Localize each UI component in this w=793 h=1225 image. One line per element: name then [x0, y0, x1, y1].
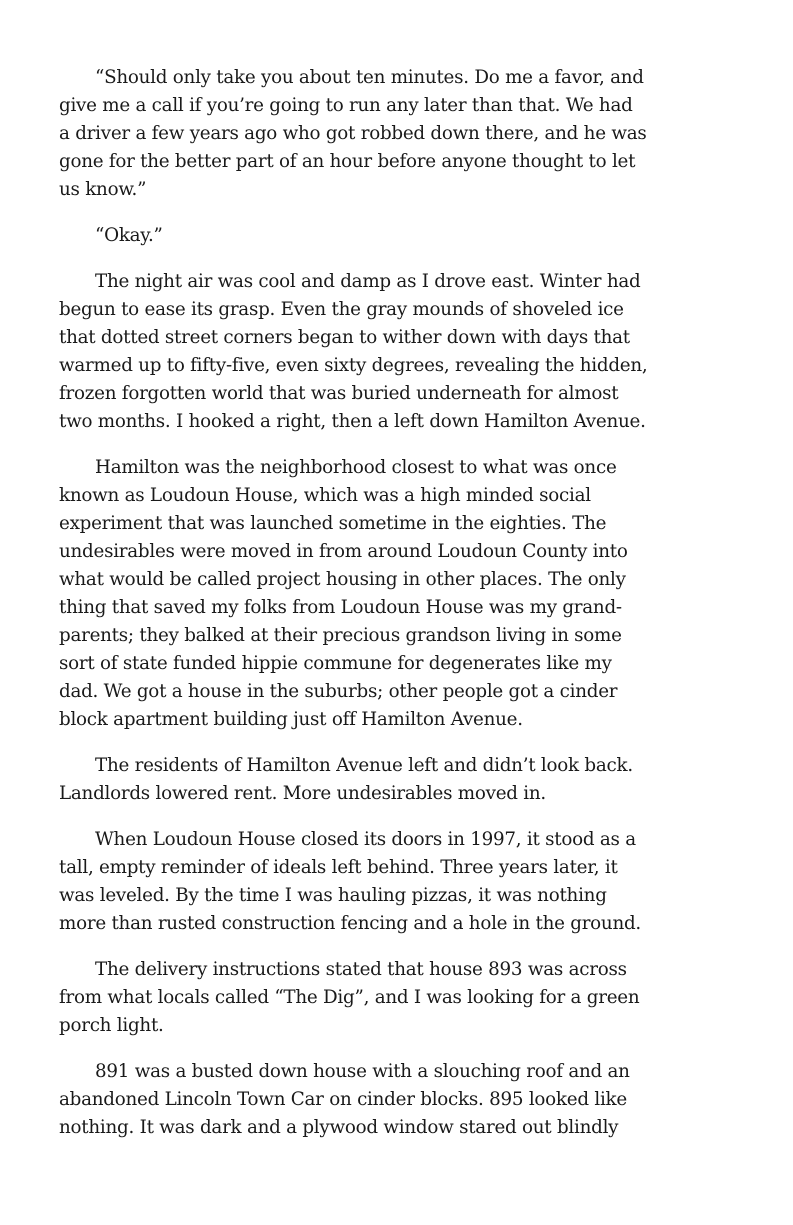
- text-line: undesirables were moved in from around Loudoun County into: [59, 541, 628, 562]
- text-line: block apartment building just off Hamilton Avenue.: [59, 709, 523, 730]
- text-line: dad. We got a house in the suburbs; other people got a cinder: [59, 681, 618, 702]
- paragraph: [59, 222, 719, 250]
- paragraph: [59, 454, 719, 734]
- text-line: parents; they balked at their precious grandson living in some: [59, 625, 622, 646]
- text-line: more than rusted construction fencing and a hole in the ground.: [59, 913, 641, 934]
- paragraph: [59, 956, 719, 1040]
- text-line: frozen forgotten world that was buried underneath for almost: [59, 383, 619, 404]
- text-line: nothing. It was dark and a plywood window stared out blindly: [59, 1117, 619, 1138]
- text-line: 891 was a busted down house with a slouching roof and an: [95, 1061, 630, 1082]
- text-line: a driver a few years ago who got robbed down there, and he was: [59, 123, 647, 144]
- text-line: us know.”: [59, 179, 147, 200]
- text-line: The residents of Hamilton Avenue left and didn’t look back.: [95, 755, 633, 776]
- text-line: The delivery instructions stated that house 893 was across: [95, 959, 627, 980]
- paragraph: [59, 752, 719, 808]
- text-line: Hamilton was the neighborhood closest to what was once: [95, 457, 617, 478]
- text-line: was leveled. By the time I was hauling pizzas, it was nothing: [59, 885, 607, 906]
- text-line: porch light.: [59, 1015, 164, 1036]
- text-line: warmed up to fifty-five, even sixty degrees, revealing the hidden,: [59, 355, 648, 376]
- paragraph: [59, 268, 719, 436]
- paragraph: [59, 826, 719, 938]
- book-page: [59, 64, 719, 1160]
- text-line: “Okay.”: [95, 225, 163, 246]
- text-line: The night air was cool and damp as I drove east. Winter had: [95, 271, 641, 292]
- text-line: “Should only take you about ten minutes. Do me a favor, and: [95, 67, 644, 88]
- paragraph: [59, 64, 719, 204]
- text-line: When Loudoun House closed its doors in 1997, it stood as a: [95, 829, 636, 850]
- text-line: begun to ease its grasp. Even the gray mounds of shoveled ice: [59, 299, 624, 320]
- paragraph: [59, 1058, 719, 1142]
- text-line: Landlords lowered rent. More undesirables moved in.: [59, 783, 546, 804]
- text-line: two months. I hooked a right, then a left down Hamilton Avenue.: [59, 411, 646, 432]
- text-line: give me a call if you’re going to run any later than that. We had: [59, 95, 633, 116]
- text-line: experiment that was launched sometime in the eighties. The: [59, 513, 607, 534]
- text-line: what would be called project housing in other places. The only: [59, 569, 626, 590]
- text-line: sort of state funded hippie commune for degenerates like my: [59, 653, 612, 674]
- text-line: abandoned Lincoln Town Car on cinder blocks. 895 looked like: [59, 1089, 627, 1110]
- text-line: that dotted street corners began to wither down with days that: [59, 327, 630, 348]
- text-line: tall, empty reminder of ideals left behind. Three years later, it: [59, 857, 618, 878]
- text-line: gone for the better part of an hour before anyone thought to let: [59, 151, 636, 172]
- text-line: known as Loudoun House, which was a high minded social: [59, 485, 591, 506]
- text-line: from what locals called “The Dig”, and I was looking for a green: [59, 987, 640, 1008]
- text-line: thing that saved my folks from Loudoun House was my grand-: [59, 597, 622, 618]
